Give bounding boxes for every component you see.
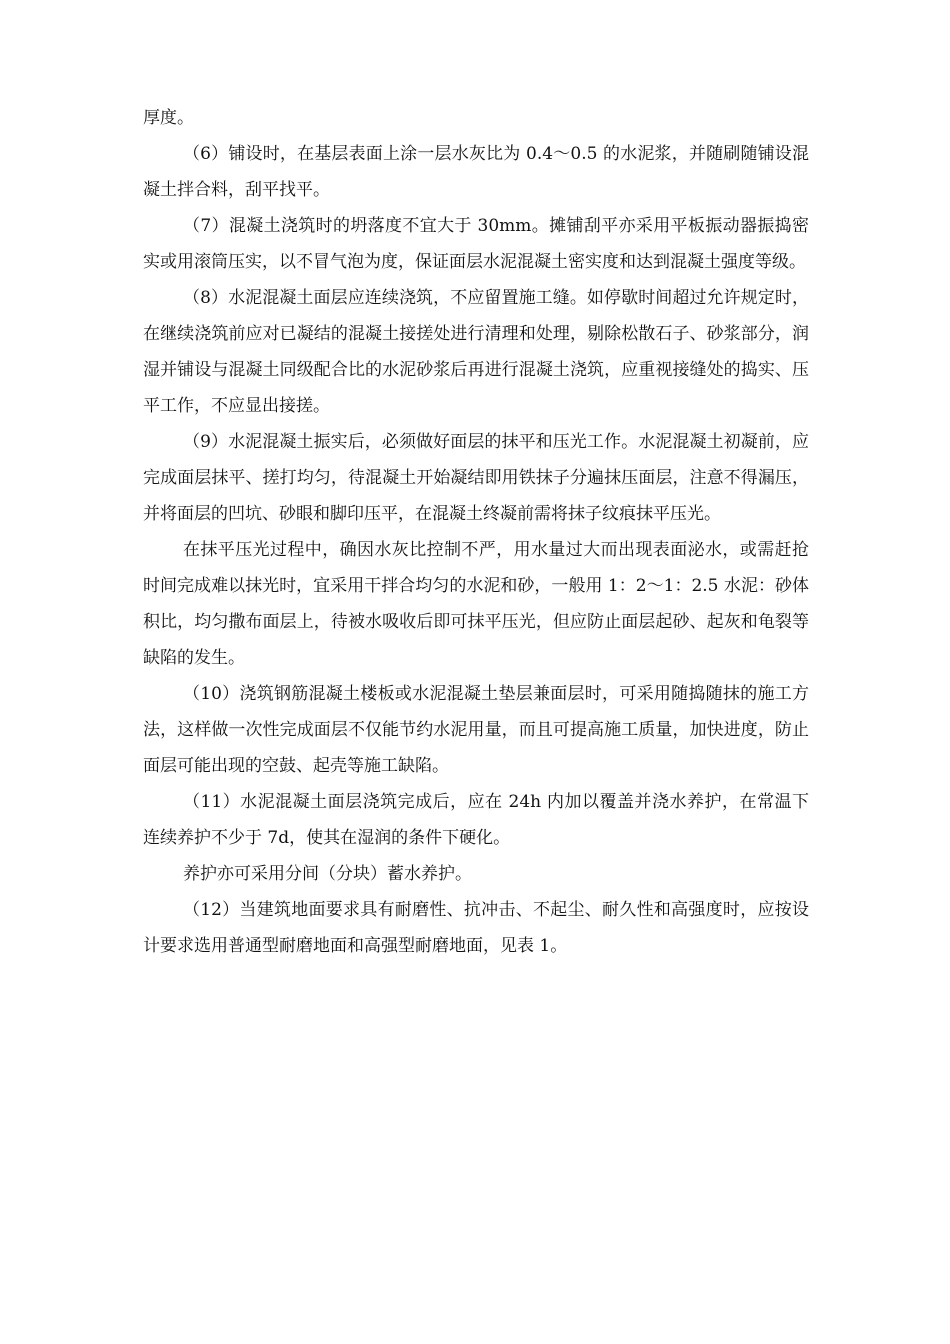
paragraph-item-8: （8）水泥混凝土面层应连续浇筑，不应留置施工缝。如停歇时间超过允许规定时，在继续浇筑前应对已凝结的混凝土接搓处进行清理和处理，剔除松散石子、砂浆部分，润湿并铺设与混凝土同级配合比的水泥砂浆后再进行混凝土浇筑，应重视接缝处的捣实、压平工作，不应显出接搓。 — [143, 288, 809, 416]
paragraph-note-curing: 养护亦可采用分间（分块）蓄水养护。 — [183, 864, 472, 884]
paragraph-continuation: 厚度。 — [143, 108, 194, 128]
paragraph-item-12: （12）当建筑地面要求具有耐磨性、抗冲击、不起尘、耐久性和高强度时，应按设计要求选用普通型耐磨地面和高强型耐磨地面，见表 1。 — [143, 900, 809, 956]
paragraph-item-6: （6）铺设时，在基层表面上涂一层水灰比为 0.4～0.5 的水泥浆，并随刷随铺设混凝土拌合料，刮平找平。 — [143, 144, 809, 200]
paragraph-item-10: （10）浇筑钢筋混凝土楼板或水泥混凝土垫层兼面层时，可采用随捣随抹的施工方法，这样做一次性完成面层不仅能节约水泥用量，而且可提高施工质量，加快进度，防止面层可能出现的空鼓、起壳等施工缺陷。 — [143, 684, 809, 776]
paragraph-note-troweling: 在抹平压光过程中，确因水灰比控制不严，用水量过大而出现表面泌水，或需赶抢时间完成难以抹光时，宜采用干拌合均匀的水泥和砂，一般用 1：2～1：2.5 水泥：砂体积比，均匀撒布面层上，待被水吸收后即可抹平压光，但应防止面层起砂、起灰和龟裂等缺陷的发生。 — [143, 540, 809, 668]
paragraph-item-11: （11）水泥混凝土面层浇筑完成后，应在 24h 内加以覆盖并浇水养护，在常温下连续养护不少于 7d，使其在湿润的条件下硬化。 — [143, 792, 809, 848]
document-body — [143, 100, 809, 964]
paragraph-item-9: （9）水泥混凝土振实后，必须做好面层的抹平和压光工作。水泥混凝土初凝前，应完成面层抹平、搓打均匀，待混凝土开始凝结即用铁抹子分遍抹压面层，注意不得漏压，并将面层的凹坑、砂眼和脚印压平，在混凝土终凝前需将抹子纹痕抹平压光。 — [143, 432, 809, 524]
paragraph-item-7: （7）混凝土浇筑时的坍落度不宜大于 30mm。摊铺刮平亦采用平板振动器振捣密实或用滚筒压实，以不冒气泡为度，保证面层水泥混凝土密实度和达到混凝土强度等级。 — [143, 216, 809, 272]
